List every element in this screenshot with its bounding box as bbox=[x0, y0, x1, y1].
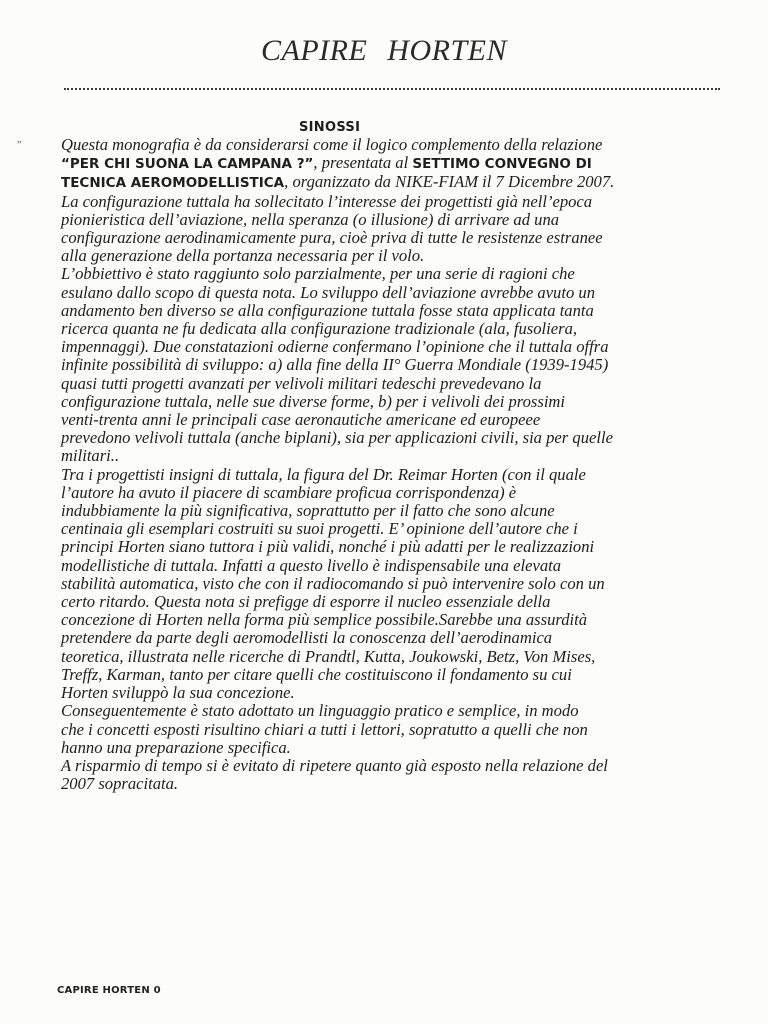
body-line bbox=[61, 757, 725, 775]
body-text-span: configurazione tuttala, nelle sue diverse forme, b) per i velivoli dei prossimi bbox=[61, 391, 566, 411]
body-text-span: configurazione aerodinamicamente pura, cioè priva di tutte le resistenze estranee bbox=[61, 228, 603, 248]
body-text-span: 2007 sopracitata. bbox=[61, 774, 179, 794]
body-line bbox=[61, 629, 725, 647]
body-line bbox=[61, 611, 725, 629]
body-text-span: l’autore ha avuto il piacere di scambiare proficua corrispondenza) è bbox=[61, 482, 517, 502]
body-text-span: Tra i progettisti insigni di tuttala, la figura del Dr. Reimar Horten (con il quale bbox=[61, 464, 586, 484]
body-line bbox=[61, 356, 725, 374]
body-line bbox=[61, 393, 725, 411]
body-text-span: esulano dallo scopo di questa nota. Lo sviluppo dell’aviazione avrebbe avuto un bbox=[61, 282, 596, 302]
body-text-span: pretendere da parte degli aeromodellisti la conoscenza dell’aerodinamica bbox=[61, 628, 553, 648]
body-text-span: Questa monografia è da considerarsi come il logico complemento della relazione bbox=[61, 135, 603, 154]
body-line bbox=[61, 229, 725, 247]
body-line bbox=[61, 739, 725, 757]
body-text-span: Treffz, Karman, tanto per citare quelli che costituiscono il fondamento su cui bbox=[61, 664, 572, 684]
body-line bbox=[61, 193, 725, 211]
body-line bbox=[61, 429, 725, 447]
bold-text: TECNICA AEROMODELLISTICA bbox=[61, 175, 285, 192]
body-text-span: principi Horten siano tuttora i più validi, nonché i più adatti per le realizzazioni bbox=[61, 537, 595, 557]
body-line bbox=[61, 211, 725, 229]
body-text-span: centinaia gli esemplari costruiti su suoi progetti. E’ opinione dell’autore che i bbox=[61, 519, 578, 539]
body-line bbox=[61, 247, 725, 265]
body-line bbox=[61, 502, 725, 520]
dotted-divider bbox=[64, 88, 720, 90]
body-text-span: ricerca quanta ne fu dedicata alla configurazione tradizionale (ala, fusoliera, bbox=[61, 319, 578, 339]
body-line bbox=[61, 648, 725, 666]
body-text-span: alla generazione della portanza necessaria per il volo. bbox=[61, 246, 425, 266]
body-line bbox=[61, 702, 725, 720]
body-text-span: , organizzato da NIKE-FIAM il 7 Dicembre 2007. bbox=[284, 172, 615, 192]
body-line bbox=[61, 593, 725, 611]
body-text-span: Horten sviluppò la sua concezione. bbox=[61, 683, 295, 703]
body-text bbox=[61, 136, 725, 793]
body-text-span: quasi tutti progetti avanzati per velivoli militari tedeschi prevedevano la bbox=[61, 373, 542, 393]
body-text-span: L’obbiettivo è stato raggiunto solo parzialmente, per una serie di ragioni che bbox=[61, 264, 575, 284]
body-text-span: stabilità automatica, visto che con il radiocomando si può intervenire solo con un bbox=[61, 573, 605, 593]
body-line bbox=[61, 136, 725, 154]
body-line bbox=[61, 154, 725, 173]
body-text-span: indubbiamente la più significativa, soprattutto per il fatto che sono alcune bbox=[61, 501, 555, 521]
body-text-span: prevedono velivoli tuttala (anche biplani), sia per applicazioni civili, sia per quelle bbox=[61, 428, 613, 448]
body-line bbox=[61, 557, 725, 575]
body-line bbox=[61, 466, 725, 484]
section-heading: SINOSSI bbox=[299, 120, 361, 135]
body-text-span: militari.. bbox=[61, 446, 120, 466]
body-line bbox=[61, 721, 725, 739]
page-footer: CAPIRE HORTEN 0 bbox=[57, 985, 161, 996]
body-line bbox=[61, 538, 725, 556]
body-line bbox=[61, 173, 725, 192]
body-line bbox=[61, 520, 725, 538]
bold-text: “PER CHI SUONA LA CAMPANA ?” bbox=[61, 156, 314, 173]
body-text-span: che i concetti esposti risultino chiari a tutti i lettori, sopratutto a quelli che non bbox=[61, 719, 588, 739]
bold-text: SETTIMO CONVEGNO DI bbox=[412, 156, 592, 173]
body-line bbox=[61, 302, 725, 320]
body-line bbox=[61, 284, 725, 302]
page-title: CAPIRE HORTEN bbox=[261, 34, 507, 67]
body-line bbox=[61, 775, 725, 793]
body-text-span: impennaggi). Due constatazioni odierne confermano l’opinione che il tuttala offra bbox=[61, 337, 609, 357]
body-text-span: A risparmio di tempo si è evitato di ripetere quanto già esposto nella relazione del bbox=[61, 755, 608, 775]
body-text-span: Conseguentemente è stato adottato un linguaggio pratico e semplice, in modo bbox=[61, 701, 579, 721]
body-text-span: teoretica, illustrata nelle ricerche di Prandtl, Kutta, Joukowski, Betz, Von Mises, bbox=[61, 646, 596, 666]
body-line bbox=[61, 684, 725, 702]
body-line bbox=[61, 411, 725, 429]
body-text-span: , presentata al bbox=[313, 153, 413, 173]
body-line bbox=[61, 375, 725, 393]
body-text-span: venti-trenta anni le principali case aeronautiche americane ed europeee bbox=[61, 410, 541, 430]
body-line bbox=[61, 338, 725, 356]
body-line bbox=[61, 447, 725, 465]
margin-mark: ” bbox=[17, 140, 22, 151]
body-text-span: certo ritardo. Questa nota si prefigge di esporre il nucleo essenziale della bbox=[61, 592, 551, 612]
body-line bbox=[61, 575, 725, 593]
body-text-span: pionieristica dell’aviazione, nella speranza (o illusione) di arrivare ad una bbox=[61, 209, 560, 229]
body-text-span: infinite possibilità di sviluppo: a) alla fine della II° Guerra Mondiale (1939-1945) bbox=[61, 355, 609, 375]
body-text-span: concezione di Horten nella forma più semplice possibile.Sarebbe una assurdità bbox=[61, 610, 588, 630]
body-text-span: modellistiche di tuttala. Infatti a questo livello è indispensabile una elevata bbox=[61, 555, 562, 575]
body-line bbox=[61, 320, 725, 338]
body-text-span: andamento ben diverso se alla configurazione tuttala fosse stata applicata tanta bbox=[61, 300, 594, 320]
body-line bbox=[61, 484, 725, 502]
body-text-span: La configurazione tuttala ha sollecitato l’interesse dei progettisti già nell’epoca bbox=[61, 191, 593, 211]
body-text-span: hanno una preparazione specifica. bbox=[61, 737, 291, 757]
body-line bbox=[61, 666, 725, 684]
body-line bbox=[61, 265, 725, 283]
